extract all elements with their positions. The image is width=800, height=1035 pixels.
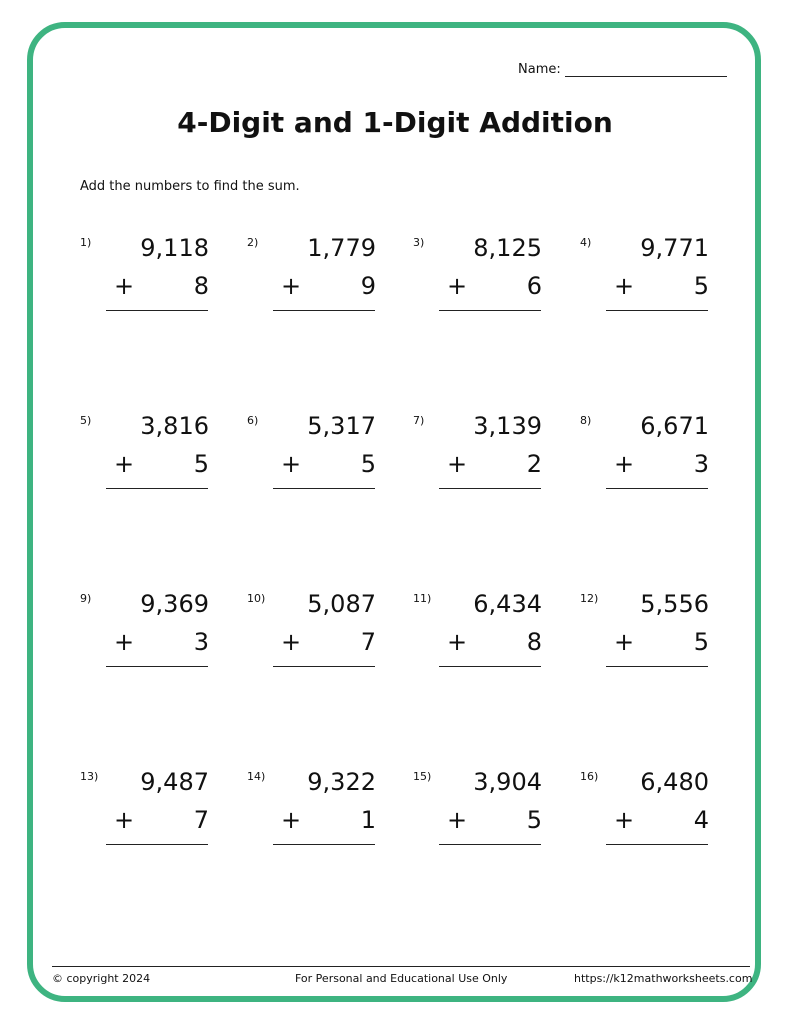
plus-sign: + — [614, 450, 635, 478]
problem-number: 8) — [580, 414, 592, 427]
problem-number: 12) — [580, 592, 599, 605]
plus-sign: + — [281, 450, 302, 478]
footer-notice: For Personal and Educational Use Only — [295, 972, 508, 985]
answer-line — [273, 310, 375, 311]
problem-number: 14) — [247, 770, 266, 783]
problem-9 — [80, 588, 220, 678]
addend-top: 8,125 — [473, 234, 542, 262]
answer-line — [439, 488, 541, 489]
plus-sign: + — [281, 806, 302, 834]
name-field-row — [518, 62, 727, 77]
plus-sign: + — [447, 806, 468, 834]
problem-2 — [247, 232, 387, 322]
problem-number: 1) — [80, 236, 92, 249]
answer-line — [106, 488, 208, 489]
addend-bottom: 8 — [526, 628, 542, 656]
addend-top: 9,487 — [140, 768, 209, 796]
plus-sign: + — [114, 806, 135, 834]
plus-sign: + — [614, 628, 635, 656]
problem-number: 2) — [247, 236, 259, 249]
worksheet-title: 4-Digit and 1-Digit Addition — [177, 106, 613, 139]
problem-number: 7) — [413, 414, 425, 427]
problem-number: 9) — [80, 592, 92, 605]
addend-top: 3,904 — [473, 768, 542, 796]
addend-bottom: 9 — [360, 272, 376, 300]
answer-line — [273, 666, 375, 667]
addend-bottom: 2 — [526, 450, 542, 478]
answer-line — [439, 666, 541, 667]
addend-bottom: 7 — [193, 806, 209, 834]
problem-15 — [413, 766, 553, 856]
answer-line — [106, 666, 208, 667]
plus-sign: + — [114, 272, 135, 300]
addend-top: 9,322 — [307, 768, 376, 796]
problem-1 — [80, 232, 220, 322]
problem-number: 16) — [580, 770, 599, 783]
addend-top: 9,771 — [640, 234, 709, 262]
addend-bottom: 5 — [526, 806, 542, 834]
answer-line — [439, 310, 541, 311]
addend-bottom: 1 — [360, 806, 376, 834]
answer-line — [606, 666, 708, 667]
plus-sign: + — [614, 806, 635, 834]
addend-bottom: 5 — [193, 450, 209, 478]
answer-line — [106, 310, 208, 311]
plus-sign: + — [447, 272, 468, 300]
name-blank-line — [565, 62, 727, 77]
addend-top: 6,434 — [473, 590, 542, 618]
addend-bottom: 6 — [526, 272, 542, 300]
addend-top: 6,480 — [640, 768, 709, 796]
instructions: Add the numbers to find the sum. — [80, 179, 300, 194]
footer-copyright: © copyright 2024 — [52, 972, 151, 985]
problem-6 — [247, 410, 387, 500]
problem-number: 4) — [580, 236, 592, 249]
addend-bottom: 5 — [360, 450, 376, 478]
plus-sign: + — [614, 272, 635, 300]
name-label: Name: — [518, 62, 561, 77]
footer-divider — [52, 966, 750, 967]
problem-5 — [80, 410, 220, 500]
addend-top: 9,118 — [140, 234, 209, 262]
plus-sign: + — [114, 450, 135, 478]
problem-number: 6) — [247, 414, 259, 427]
addend-bottom: 4 — [693, 806, 709, 834]
answer-line — [606, 488, 708, 489]
problem-number: 10) — [247, 592, 266, 605]
answer-line — [439, 844, 541, 845]
addend-top: 5,556 — [640, 590, 709, 618]
addend-bottom: 8 — [193, 272, 209, 300]
plus-sign: + — [281, 628, 302, 656]
addend-bottom: 5 — [693, 628, 709, 656]
plus-sign: + — [447, 628, 468, 656]
problem-number: 15) — [413, 770, 432, 783]
addend-top: 5,087 — [307, 590, 376, 618]
answer-line — [273, 488, 375, 489]
answer-line — [606, 844, 708, 845]
footer-url: https://k12mathworksheets.com — [574, 972, 753, 985]
problem-14 — [247, 766, 387, 856]
answer-line — [606, 310, 708, 311]
problem-10 — [247, 588, 387, 678]
problem-16 — [580, 766, 720, 856]
problem-12 — [580, 588, 720, 678]
addend-bottom: 7 — [360, 628, 376, 656]
problem-number: 13) — [80, 770, 99, 783]
addend-bottom: 3 — [693, 450, 709, 478]
addend-top: 1,779 — [307, 234, 376, 262]
addend-bottom: 3 — [193, 628, 209, 656]
plus-sign: + — [114, 628, 135, 656]
problem-number: 3) — [413, 236, 425, 249]
problem-7 — [413, 410, 553, 500]
addend-top: 9,369 — [140, 590, 209, 618]
addend-top: 3,816 — [140, 412, 209, 440]
addend-top: 5,317 — [307, 412, 376, 440]
problem-number: 5) — [80, 414, 92, 427]
addend-bottom: 5 — [693, 272, 709, 300]
answer-line — [106, 844, 208, 845]
problem-11 — [413, 588, 553, 678]
addend-top: 3,139 — [473, 412, 542, 440]
plus-sign: + — [447, 450, 468, 478]
addend-top: 6,671 — [640, 412, 709, 440]
answer-line — [273, 844, 375, 845]
problem-4 — [580, 232, 720, 322]
plus-sign: + — [281, 272, 302, 300]
problem-3 — [413, 232, 553, 322]
problem-number: 11) — [413, 592, 432, 605]
problem-8 — [580, 410, 720, 500]
problem-13 — [80, 766, 220, 856]
